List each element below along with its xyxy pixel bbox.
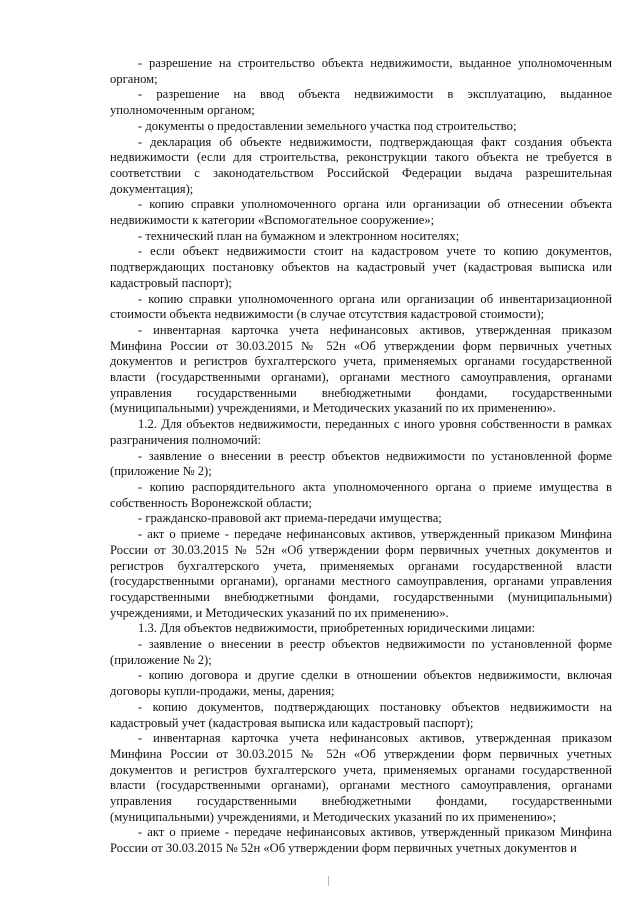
list-item-administrative-act: - копию распорядительного акта уполномоченного органа о приеме имущества в собственность Воронежской области; [110,479,612,510]
page-marker [328,876,329,886]
list-item-building-permit: - разрешение на строительство объекта недвижимости, выданное уполномоченным органом; [110,56,612,86]
section-heading-1-3: 1.3. Для объектов недвижимости, приобретенных юридическими лицами: [138,621,535,636]
list-item-registry-application: - заявление о внесении в реестр объектов недвижимости по установленной форме (приложение № 2); [110,637,612,667]
section-heading-1-2: 1.2. Для объектов недвижимости, переданных с иного уровня собственности в рамках разграничения полномочий: [110,417,612,447]
list-item-acceptance-act: - акт о приеме - передаче нефинансовых активов, утвержденный приказом Минфина России от 30.03.2015 № 52н «Об утверждении форм первичных учетных документов и регистров бухгалтерского учета, применяемых органами государственной власти (государственными органами), органами местного самоуправления, органами управления государственными внебюджетными фондами, государственными (муниципальными) учреждениями, и Методических указаний по их применению». [110,527,612,620]
list-item-inventory-card: - инвентарная карточка учета нефинансовых активов, утвержденная приказом Минфина России от 30.03.2015 № 52н «Об утверждении форм первичных учетных документов и регистров бухгалтерского учета, применяемых органами государственной власти (государственными органами), органами местного самоуправления, органами управления государственными внебюджетными фондами, государственными (муниципальными) учреждениями, и Методических указаний по их применению»; [110,731,612,824]
list-item-auxiliary-certificate: - копию справки уполномоченного органа или организации об отнесении объекта недвижимости к категории «Вспомогательное сооружение»; [110,197,612,228]
list-item-cadastral-documents: - копию документов, подтверждающих постановку объектов недвижимости на кадастровый учет (кадастровая выписка или кадастровый паспорт); [110,699,612,730]
list-item-commissioning-permit: - разрешение на ввод объекта недвижимости в эксплуатацию, выданное уполномоченным органом; [110,87,612,118]
list-item-contract-copy: - копию договора и другие сделки в отношении объектов недвижимости, включая договоры купли-продажи, мены, дарения; [110,668,612,699]
list-item-registry-application: - заявление о внесении в реестр объектов недвижимости по установленной форме (приложение № 2); [110,448,612,479]
list-item-inventory-card: - инвентарная карточка учета нефинансовых активов, утвержденная приказом Минфина России от 30.03.2015 № 52н «Об утверждении форм первичных учетных документов и регистров бухгалтерского учета, применяемых органами государственной власти (государственными органами), органами местного самоуправления, органами управления государственными внебюджетными фондами, государственными (муниципальными) учреждениями, и Методических указаний по их применению». [110,322,612,416]
list-item-acceptance-act: - акт о приеме - передаче нефинансовых активов, утвержденный приказом Минфина России от 30.03.2015 № 52н «Об утверждении форм первичных учетных документов и [110,825,612,856]
list-item-cadastral-documents: - если объект недвижимости стоит на кадастровом учете то копию документов, подтверждающих постановку объектов на кадастровый учет (кадастровая выписка или кадастровый паспорт); [110,244,612,290]
document-page [110,56,612,857]
list-item-declaration: - декларация об объекте недвижимости, подтверждающая факт создания объекта недвижимости (если для строительства, реконструкции такого объекта не требуется в соответствии с законодательством Российской Федерации выдача разрешительная документация); [110,134,612,196]
list-item-technical-plan: - технический план на бумажном и электронном носителях; [138,228,460,243]
list-item-inventory-value-certificate: - копию справки уполномоченного органа или организации об инвентаризационной стоимости объекта недвижимости (в случае отсутствия кадастровой стоимости); [110,291,612,322]
list-item-transfer-act: - гражданско-правовой акт приема-передачи имущества; [138,511,442,526]
list-item-land-documents: - документы о предоставлении земельного участка под строительство; [138,118,517,133]
